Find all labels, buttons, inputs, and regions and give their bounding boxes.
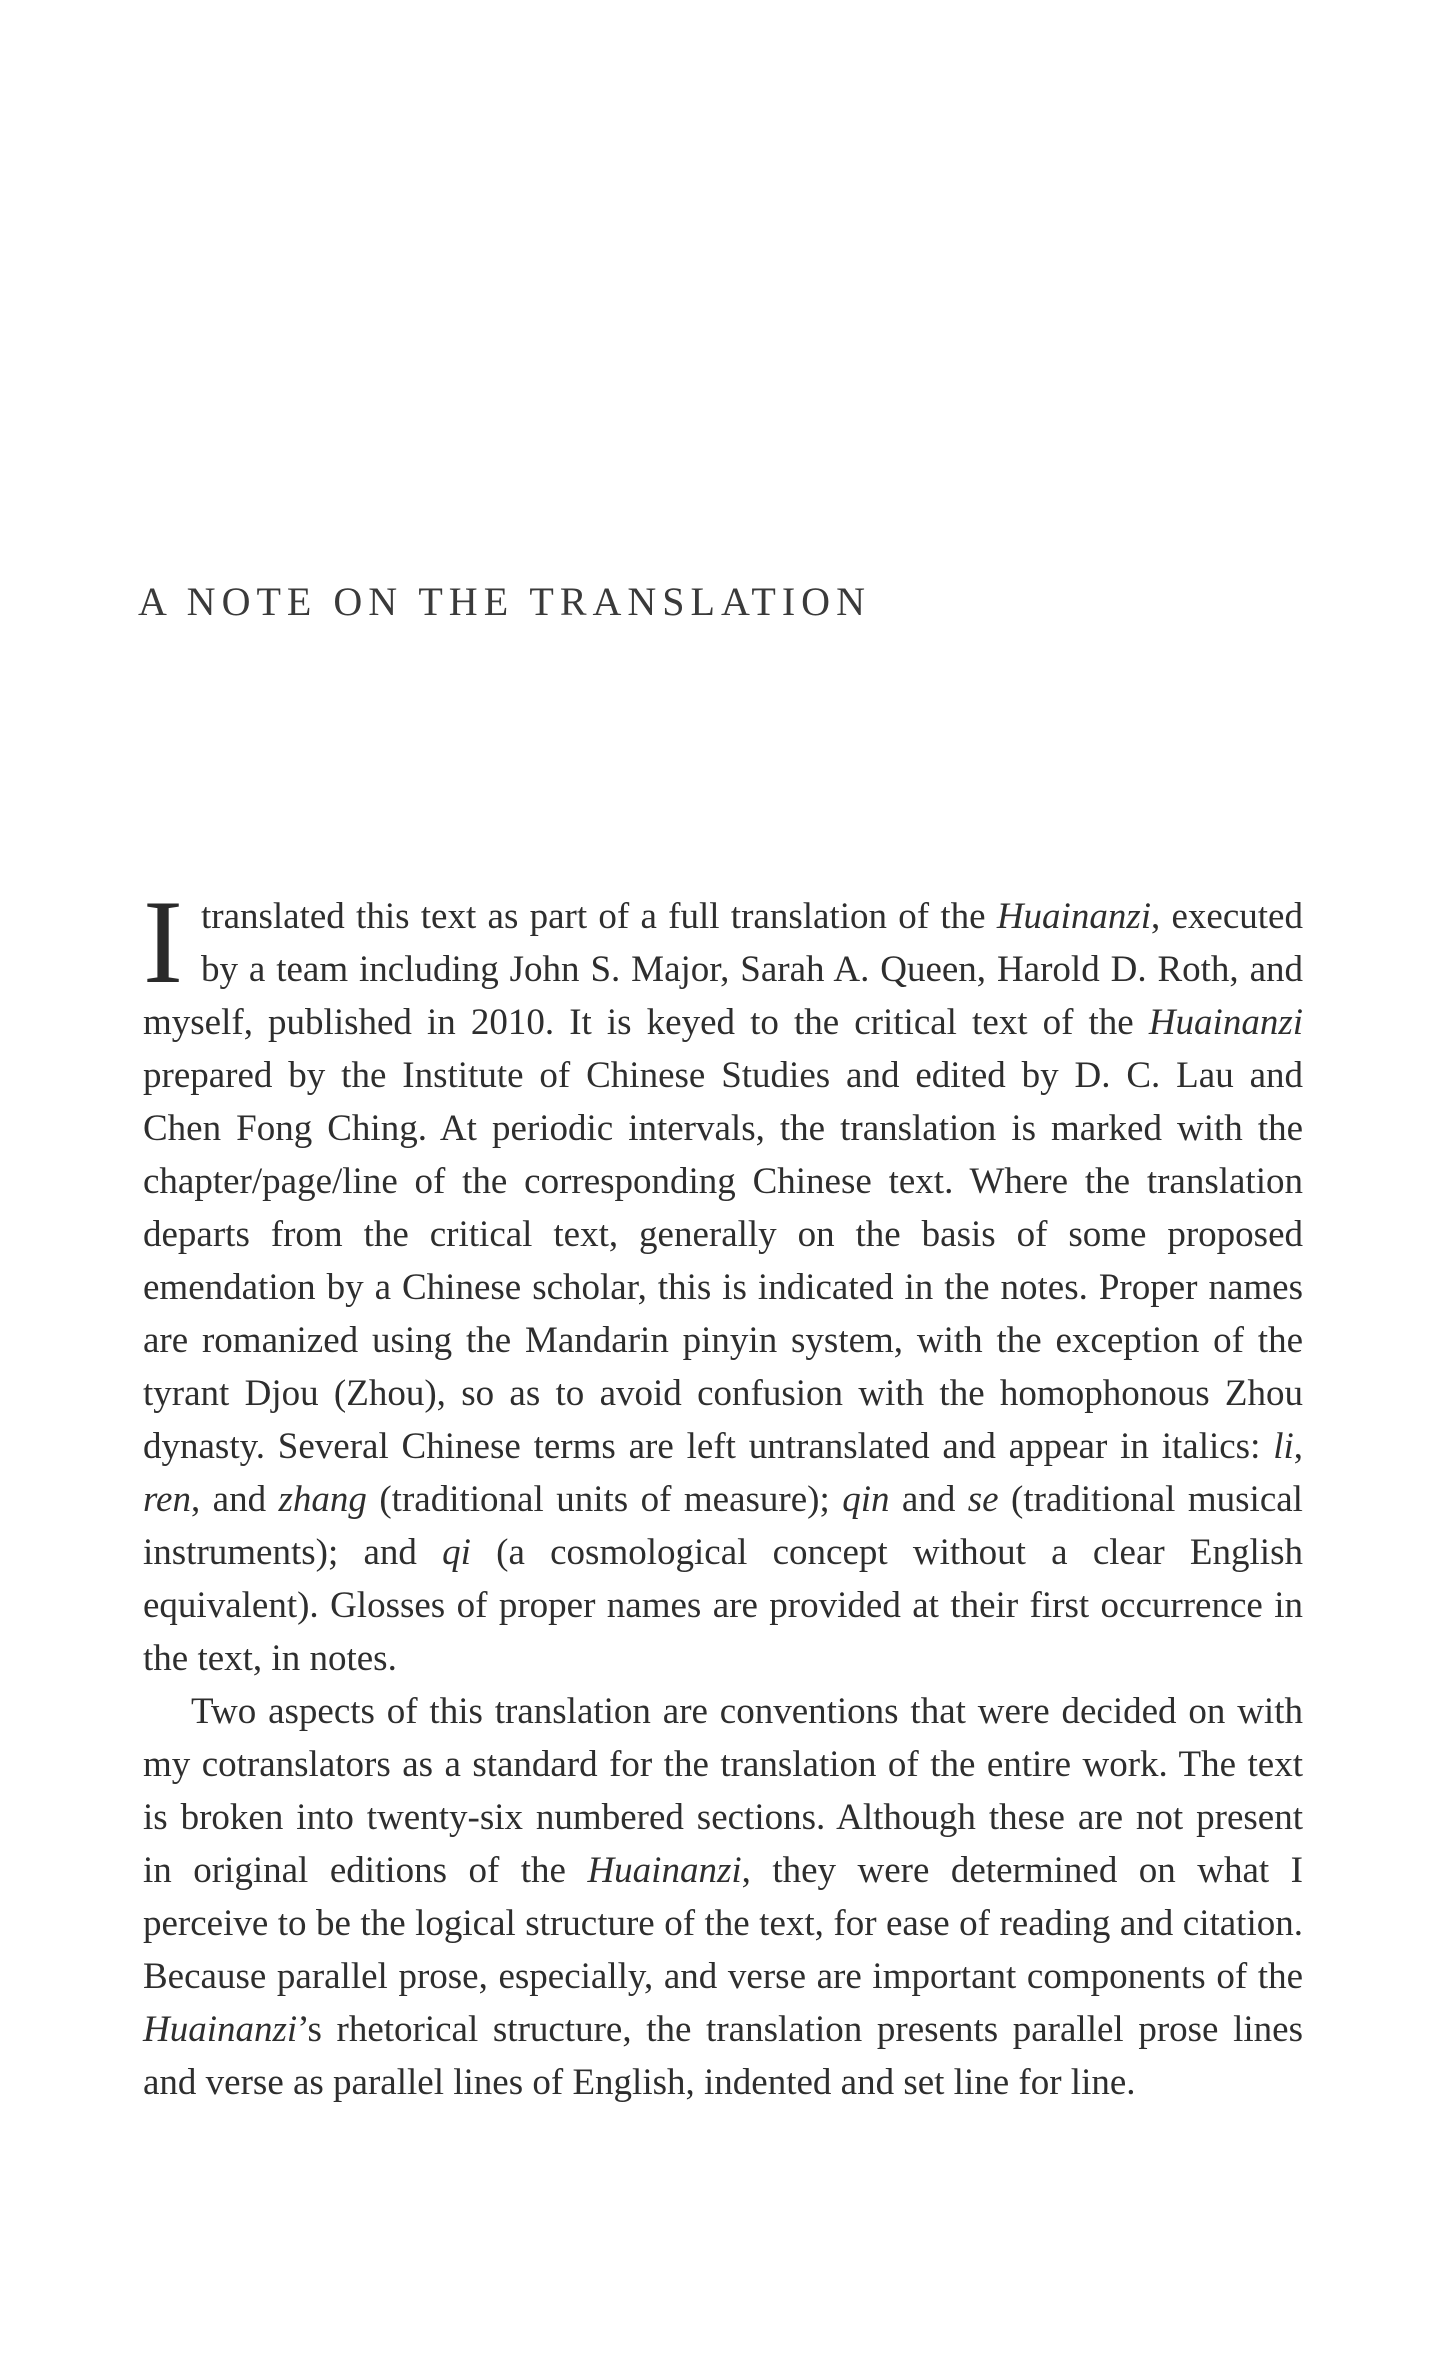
- italic-term: qin: [842, 1479, 890, 1520]
- italic-term: qi: [442, 1532, 471, 1573]
- text-run: prepared by the Institute of Chinese Studies and edited by D. C. Lau and Chen Fong Ching. At periodic intervals, the translation is marked with the chapter/page/line of the corresponding Chinese text. Where the translation departs from the critical text, generally on the basis of some proposed emendation by a Chinese scholar, this is indicated in the notes. Proper names are romanized using the Mandarin pinyin system, with the exception of the tyrant Djou (Zhou), so as to avoid confusion with the homophonous Zhou dynasty. Several Chinese terms are left untranslated and appear in italics:: [143, 1055, 1303, 1467]
- italic-term: Huainanzi: [996, 896, 1151, 937]
- italic-term: ren: [143, 1479, 191, 1520]
- italic-term: se: [967, 1479, 999, 1520]
- text-run: , executed by a team including John S. Major, Sarah A. Queen, Harold D. Roth, and myself, published in 2010. It is keyed to the critical text of the: [143, 896, 1303, 1043]
- paragraph-1: [143, 875, 1303, 1685]
- italic-term: Huainanzi: [1148, 1002, 1303, 1043]
- drop-cap: I: [143, 875, 183, 1008]
- body-text: [143, 875, 1303, 2109]
- italic-term: Huainanzi: [587, 1850, 742, 1891]
- text-run: (traditional musical instruments); and: [143, 1479, 1303, 1573]
- paragraph-2: [143, 1685, 1303, 2109]
- italic-term: Huainanzi: [143, 2009, 298, 2050]
- chapter-heading: A NOTE ON THE TRANSLATION: [138, 579, 871, 624]
- text-run: ,: [1293, 1426, 1303, 1467]
- italic-term: zhang: [278, 1479, 367, 1520]
- text-run: , they were determined on what I perceive to be the logical structure of the text, for ease of reading and citation. Because parallel prose, especially, and verse are important components of the: [143, 1850, 1303, 1997]
- text-run: (traditional units of measure);: [366, 1479, 843, 1520]
- italic-term: li: [1273, 1426, 1294, 1467]
- text-run: , and: [190, 1479, 279, 1520]
- text-run: ’s rhetorical structure, the translation presents parallel prose lines and verse as parallel lines of English, indented and set line for line.: [143, 2009, 1303, 2103]
- text-run: translated this text as part of a full translation of the: [200, 896, 997, 937]
- text-run: and: [889, 1479, 968, 1520]
- text-run: Two aspects of this translation are conventions that were decided on with my cotranslators as a standard for the translation of the entire work. The text is broken into twenty-six numbered sections. Although these are not present in original editions of the: [143, 1691, 1303, 1891]
- text-run: (a cosmological concept without a clear English equivalent). Glosses of proper names are provided at their first occurrence in the text, in notes.: [143, 1532, 1303, 1679]
